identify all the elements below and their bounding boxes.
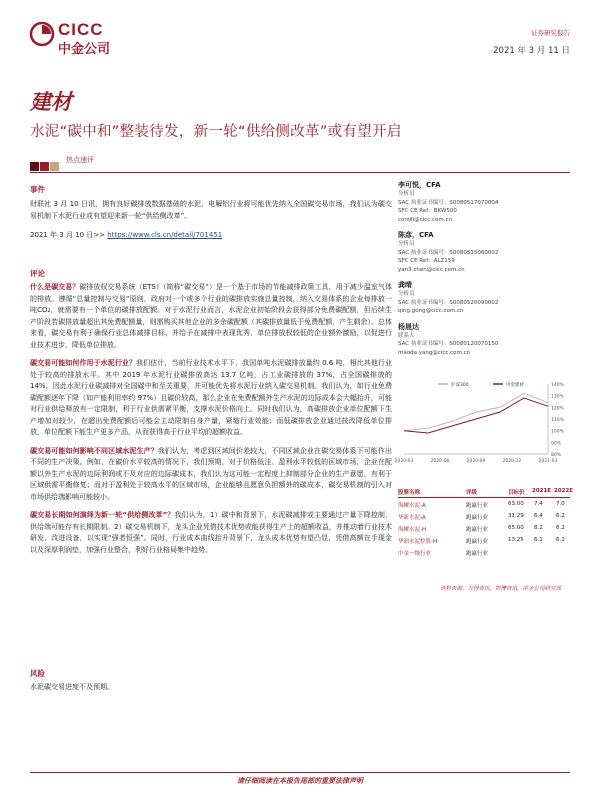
tag-label: 热点速评 xyxy=(66,156,94,164)
cell-target: 13.25 xyxy=(508,537,524,543)
table-header xyxy=(398,488,578,497)
cell-target: 31.29 xyxy=(508,513,524,519)
analyst-name: 李可悦，CFA xyxy=(398,181,441,189)
cell-rating: 跑赢行业 xyxy=(466,539,489,545)
event-source-prefix: 2021 年 3 月 10 日>> xyxy=(30,231,106,239)
cell-stock[interactable]: 海螺水泥-H xyxy=(398,527,427,533)
event-source xyxy=(30,230,392,242)
sector-title: 建材 xyxy=(30,90,72,114)
legend-label: 沪深300 xyxy=(451,383,469,388)
source-note: 资料来源：万得资讯，彭博资讯，中金公司研究部 xyxy=(440,586,562,592)
cell-2021e: 8.2 xyxy=(534,525,543,531)
analyst-role: 分析员 xyxy=(398,241,415,247)
x-tick-label: 2020-06 xyxy=(430,459,450,464)
cicc-logo-icon xyxy=(30,22,54,46)
risk-heading: 风险 xyxy=(30,669,45,678)
col-header: 2021E xyxy=(532,488,552,494)
footer-divider xyxy=(30,772,570,773)
comment-text-1: 碳排放权交易系统（ETS）（简称“碳交易”）是一个基于市场的节能减排政策工具，用于减少温室气体的排放。遵循“总量控制与交易”原则，政府对一个或多个行业的碳排放实施总量控制，纳入交易体系的企业每排放一吨CO₂，就需要有一个单位的碳排放配额。对于水泥行业而言，水泥企业初始阶段会获得部分免费碳配额，但后续生产阶段若碳排放量超出其免费配额量，则需购买其他企业的多余碳配额（其碳排放量低于免费配额，产生剩余）。总体来看，碳交易有利于确保行业总体减排目标，并给予在减排中表现优秀、单位排放权较低的企业额外激励，以促进行业技术进步、降低单位排放。 xyxy=(30,283,392,349)
event-section xyxy=(30,184,392,242)
cell-rating: 跑赢行业 xyxy=(466,527,489,533)
event-heading: 事件 xyxy=(30,185,45,194)
cell-2022e: 6.1 xyxy=(556,537,565,543)
cell-stock[interactable]: 海螺水泥-A xyxy=(398,503,426,509)
analyst-2 xyxy=(398,230,570,274)
comment-text-4: 我们认为，1）碳中和背景下，水泥碳减排或主要通过产量下降控制，供给端可能存有长期限制。2）碳交易机制下，龙头企业凭借技术优势或能获得生产上的超额收益，并推动着行业技术研发、改进设备，以实现“强者恒强”。同时，行业成本曲线抬升背景下，龙头成本优势有望凸显，凭借高额在手现金以及深厚利润垫，加强行业整合，利好行业格局集中趋势。 xyxy=(30,511,393,554)
report-type: 证券研究报告 xyxy=(531,29,570,37)
comment-text-2: 我们估计，当前行业技术水平下，我国单吨水泥碳排放量约 0.6 吨，相比其他行业处于较高的排放水平。其中 2019 年水泥行业碳排放高达 13.7 亿吨，占工业碳排放的 37%，占全国碳排放的 14%，因此水泥行业碳减排对全国碳中和至关重要，并可能优先将水泥行业纳入碳交易机制。我们认为，如行业免费碳配额逐年下降（如产能利用率约 97%）且碳价较高，那么企业在免费配额外生产水泥的边际成本会大幅抬升，可能对行业供给释放有一定限制，利于行业供需紧平衡，支撑水泥价格向上。同时我们认为，高碳排放企业单位配额下生产增加对较少，在超出免费配额后可能会主动限制自身产量，紧缩行业效能；而低碳排放企业通过技改降低单位排放，单位配额下能生产更多产品，从而获得高于行业平均的超额收益。 xyxy=(30,359,392,436)
logo-cn: 中金公司 xyxy=(58,42,111,57)
series-line-2 xyxy=(404,398,548,433)
analyst-name: 龚晴 xyxy=(398,281,412,289)
source-link[interactable]: https://www.cls.cn/detail/701451 xyxy=(107,231,223,239)
analyst-email[interactable]: yan3.chen@cicc.com.cn xyxy=(398,266,465,273)
y-tick-label: 110% xyxy=(551,418,564,423)
comment-paragraph-3 xyxy=(30,446,392,504)
report-date: 2021 年 3 月 11 日 xyxy=(493,46,570,56)
page-title: 水泥“碳中和”整装待发，新一轮“供给侧改革”或有望开启 xyxy=(30,124,402,140)
col-header: 评级 xyxy=(466,490,478,496)
comment-heading: 评论 xyxy=(30,269,45,278)
cell-stock[interactable]: 华润水泥控股-H xyxy=(398,539,438,545)
table-row xyxy=(398,537,578,546)
analyst-1 xyxy=(398,180,570,224)
cell-target: 65.00 xyxy=(508,525,524,531)
x-tick-label: 2020-12 xyxy=(502,459,522,464)
analyst-sfc: SFC CE Ref：ALZ159 xyxy=(398,258,455,264)
analyst-3 xyxy=(398,280,570,316)
analyst-role: 分析员 xyxy=(398,291,415,297)
table-row xyxy=(398,525,578,534)
comment-text-3: 我们认为，考虑到区域间价差较大，不同区域企业在碳交易体系下可能作出不同的生产决策。例如，在碳价水平较高的情况下，我们预期，对于价格低洼、盈利水平较低的区域市场，企业在配额以外生产水泥的边际利润或不及对应的边际碳成本，我们认为这可能一定程度上抑制部分企业的生产意愿，有利于区域供需平衡修复；而对于盈利处于较高水平的区域市场，企业能够且愿意负担额外的碳成本，碳交易机制的引入对市场供给端影响可能较小。 xyxy=(30,446,393,501)
y-tick-label: 120% xyxy=(551,406,564,412)
y-tick-label: 100% xyxy=(551,429,564,435)
x-tick-label: 2021-03 xyxy=(538,459,558,464)
stock-table xyxy=(398,488,578,572)
cell-2022e: 6.2 xyxy=(556,525,565,531)
analyst-name: 杨晟达 xyxy=(398,322,419,331)
col-header: 目标价 xyxy=(508,490,525,496)
comment-paragraph-2 xyxy=(30,358,392,439)
title-divider xyxy=(30,172,570,173)
risk-section xyxy=(30,668,392,694)
cell-rating: 跑赢行业 xyxy=(466,515,489,521)
comment-section xyxy=(30,268,392,556)
comment-lead-1: 什么是碳交易？ xyxy=(30,283,80,291)
col-header: 2022E xyxy=(554,488,574,494)
x-tick-label: 2020-03 xyxy=(394,459,414,464)
index-performance-chart xyxy=(394,378,570,470)
analyst-email[interactable]: maoda.yang@cicc.com.cn xyxy=(398,349,471,356)
table-row xyxy=(398,501,578,510)
cell-target: 63.00 xyxy=(508,501,524,507)
analyst-sfc: SFC CE Ref：BKW500 xyxy=(398,208,457,214)
cell-rating: 跑赢行业 xyxy=(466,551,489,557)
col-header: 股票名称 xyxy=(398,490,421,496)
cell-industry: 中金一级行业 xyxy=(398,551,432,557)
table-row xyxy=(398,549,578,558)
comment-lead-3: 碳交易可能如何影响不同区域水泥生产？ xyxy=(30,446,158,455)
y-tick-label: 80% xyxy=(551,453,562,458)
analyst-4 xyxy=(398,322,570,358)
risk-body: 水泥碳交易进度不及预期。 xyxy=(30,683,114,691)
cell-rating: 跑赢行业 xyxy=(466,503,489,509)
comment-lead-2: 碳交易可能如何作用于水泥行业？ xyxy=(30,359,137,367)
legend-label: 中金建材 xyxy=(506,383,524,388)
analyst-email[interactable]: corsili@cicc.com.cn xyxy=(398,216,452,223)
cell-2022e: 6.2 xyxy=(556,513,565,519)
event-body: 财联社 3 月 10 日讯，拥有良好碳排放数据基础的水泥、电解铝行业将可能优先纳入全国碳交易市场，我们认为碳交易机制下水泥行业或有望迎来新一轮“供给侧改革”。 xyxy=(30,200,392,220)
analyst-sac: SAC 执业证书编号：S0080515060002 xyxy=(398,249,499,256)
analyst-sac: SAC 执业证书编号：S0080520090002 xyxy=(398,299,499,306)
logo-en: CICC xyxy=(58,20,104,39)
analyst-name: 陈彦，CFA xyxy=(398,231,434,239)
x-tick-label: 2020-09 xyxy=(466,459,486,464)
analyst-role: 分析员 xyxy=(398,191,415,197)
analyst-sac: SAC 执业证书编号：S0080120070150 xyxy=(398,341,499,347)
comment-paragraph-1 xyxy=(30,282,392,351)
comment-lead-4: 碳交易长期如何演绎为新一轮“供给侧改革”？ xyxy=(30,511,175,519)
analyst-role: 联系人 xyxy=(398,332,415,339)
cell-2021e: 6.4 xyxy=(534,513,543,519)
analyst-email[interactable]: qing.gong@cicc.com.cn xyxy=(398,308,464,314)
analyst-sac: SAC 执业证书编号：S0080517070004 xyxy=(398,199,499,206)
y-tick-label: 130% xyxy=(551,394,564,400)
table-row xyxy=(398,513,578,522)
cell-2021e: 6.1 xyxy=(534,537,543,543)
analyst-list xyxy=(398,180,570,357)
y-tick-label: 140% xyxy=(551,383,564,388)
cell-2022e: 7.0 xyxy=(556,501,565,507)
cell-stock[interactable]: 华新水泥-A xyxy=(398,515,426,521)
comment-paragraph-4 xyxy=(30,510,392,556)
table-divider xyxy=(398,497,570,498)
cell-2021e: 7.4 xyxy=(534,501,543,507)
legal-notice: 请仔细阅读在本报告尾部的重要法律声明 xyxy=(237,777,363,785)
y-tick-label: 90% xyxy=(551,441,562,447)
